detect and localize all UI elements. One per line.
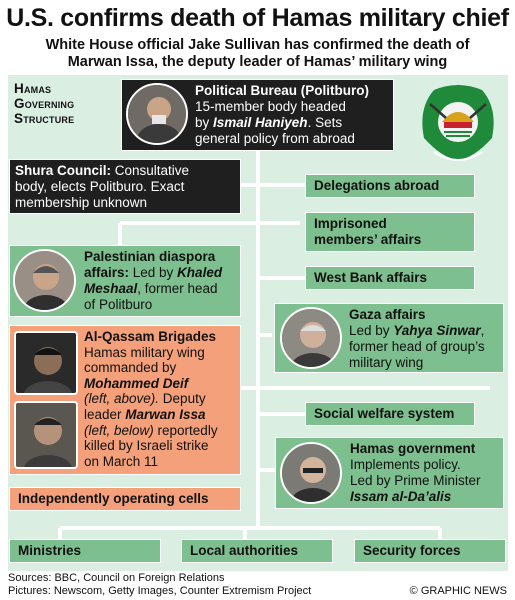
subhead-line: White House official Jake Sullivan has confirmed the death of <box>45 37 470 53</box>
independent-cells-box: Independently operating cells <box>9 487 241 511</box>
diaspora-title: Palestinian diaspora <box>84 249 216 264</box>
politburo-line: 15-member body headed <box>195 99 346 114</box>
qassam-line: killed by Israeli strike <box>84 438 209 454</box>
yahya-sinwar-photo <box>280 307 342 369</box>
hamas-government-title: Hamas government <box>350 441 476 456</box>
imprisoned-members-box <box>305 212 475 252</box>
social-welfare-box: Social welfare system <box>305 402 475 426</box>
ministries-box: Ministries <box>9 539 161 563</box>
portrait-icon <box>16 403 78 469</box>
qassam-text-span: (left, above). <box>84 391 160 407</box>
gaza-affairs-title: Gaza affairs <box>349 307 426 322</box>
ismail-haniyeh-name: Ismail Haniyeh <box>213 115 308 130</box>
section-title-line: Governing <box>14 96 75 111</box>
qassam-line: on March 11 <box>84 453 159 469</box>
gaza-line: former head of group’s <box>349 339 485 354</box>
qassam-text-span: Deputy <box>159 391 206 407</box>
qassam-line: commanded by <box>84 360 177 376</box>
imprisoned-line: members’ affairs <box>314 232 422 247</box>
delegations-abroad-box: Delegations abroad <box>305 174 475 198</box>
shura-text-span: Consultative <box>111 163 190 178</box>
politburo-line <box>195 115 391 131</box>
al-qassam-title: Al-Qassam Brigades <box>84 329 217 344</box>
qassam-text-span: (left, below) <box>84 422 154 438</box>
khaled-meshaal-name: Khaled <box>177 265 223 280</box>
shura-council-text <box>15 163 239 211</box>
local-authorities-box: Local authorities <box>181 539 333 563</box>
politburo-text-span: by <box>195 115 214 130</box>
sources-line: Pictures: Newscom, Getty Images, Counter Extremism Project <box>8 585 312 597</box>
gaza-line <box>349 323 503 339</box>
hamas-emblem-icon <box>414 78 502 170</box>
government-line: Led by Prime Minister <box>350 473 481 488</box>
gaza-line: military wing <box>349 355 424 370</box>
marwan-issa-photo <box>14 401 78 469</box>
section-title-line: Hamas <box>14 81 52 96</box>
issam-al-daalis-photo <box>280 442 342 504</box>
hamas-emblem-icon <box>414 78 502 170</box>
hamas-government-text <box>350 441 503 505</box>
gaza-text-span: , <box>480 323 485 338</box>
qassam-line <box>84 407 240 423</box>
shura-line <box>15 163 239 179</box>
diaspora-text <box>84 249 240 313</box>
diaspora-text-span: , former head <box>137 281 218 296</box>
imprisoned-line: Imprisoned <box>314 216 387 231</box>
portrait-icon <box>16 333 78 395</box>
diaspora-line <box>84 281 240 297</box>
politburo-text <box>195 83 391 147</box>
diaspora-text-span: Led by <box>129 265 178 280</box>
gaza-text-span: Led by <box>349 323 394 338</box>
shura-title: Shura Council: <box>15 163 112 178</box>
mohammed-deif-name: Mohammed Deif <box>84 375 189 391</box>
qassam-text-span: reportedly <box>153 422 218 438</box>
sources <box>8 572 311 598</box>
issam-al-daalis-name: Issam al-Da’alis <box>350 489 452 504</box>
politburo-text-span: . Sets <box>307 115 343 130</box>
subhead-line: Marwan Issa, the deputy leader of Hamas’ military wing <box>67 54 448 70</box>
al-qassam-text <box>84 329 240 469</box>
security-forces-box: Security forces <box>354 539 506 563</box>
politburo-title: Political Bureau (Politburo) <box>195 83 370 98</box>
credit: © GRAPHIC NEWS <box>409 585 507 597</box>
qassam-line: Hamas military wing <box>84 344 205 360</box>
khaled-meshaal-name: Meshaal <box>84 281 138 296</box>
qassam-line <box>84 391 240 407</box>
section-title-line: Structure <box>14 111 75 126</box>
yahya-sinwar-name: Yahya Sinwar <box>393 323 481 338</box>
qassam-line <box>84 376 240 392</box>
ismail-haniyeh-photo <box>126 83 188 145</box>
government-line: Implements policy. <box>350 457 461 472</box>
marwan-issa-name: Marwan Issa <box>125 406 206 422</box>
qassam-line <box>84 423 240 439</box>
shura-line: body, elects Politburo. Exact <box>15 179 185 194</box>
section-title <box>14 81 74 126</box>
west-bank-affairs-box: West Bank affairs <box>305 266 475 290</box>
politburo-line: general policy from abroad <box>195 131 355 146</box>
khaled-meshaal-photo <box>13 249 76 312</box>
diaspora-text-span: affairs: <box>84 265 130 280</box>
shura-line: membership unknown <box>15 195 148 210</box>
headline: U.S. confirms death of Hamas military chief <box>6 4 509 32</box>
gaza-affairs-text <box>349 307 503 371</box>
qassam-text-span: leader <box>84 406 126 422</box>
mohammed-deif-photo <box>14 331 78 395</box>
diaspora-line: of Politburo <box>84 297 153 312</box>
government-line <box>350 489 503 505</box>
diaspora-line <box>84 265 240 281</box>
sources-line: Sources: BBC, Council on Foreign Relations <box>8 572 225 584</box>
